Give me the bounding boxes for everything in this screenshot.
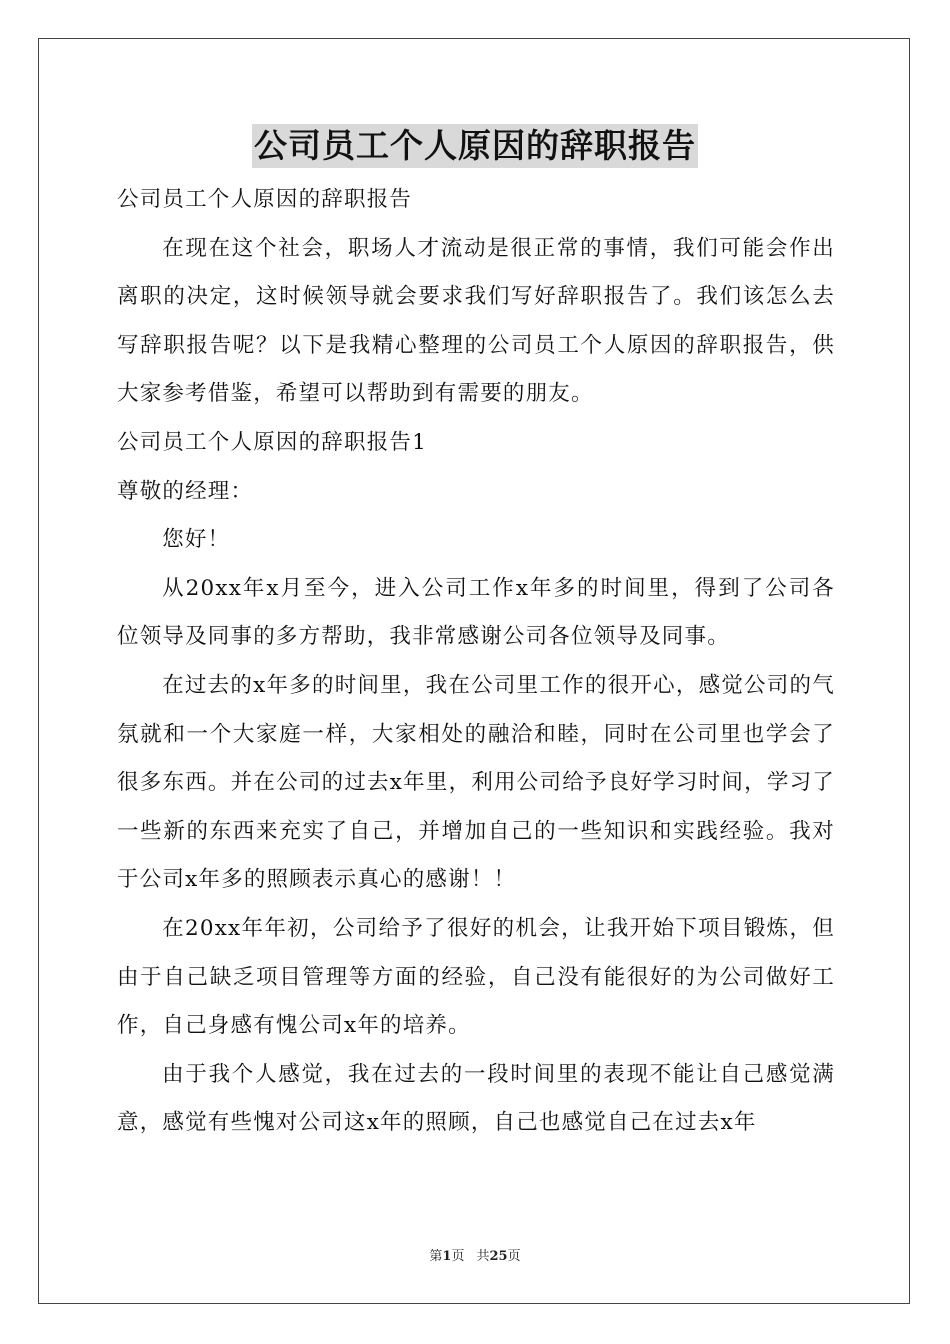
paragraph: 在现在这个社会，职场人才流动是很正常的事情，我们可能会作出离职的决定，这时候领导就会要求我们写好辞职报告了。我们该怎么去写辞职报告呢？以下是我精心整理的公司员工个人原因的辞职报告，供大家参考借鉴，希望可以帮助到有需要的朋友。 [117,235,835,407]
paragraph: 在过去的x年多的时间里，我在公司里工作的很开心，感觉公司的气氛就和一个大家庭一样，大家相处的融洽和睦，同时在公司里也学会了很多东西。并在公司的过去x年里，利用公司给予良好学习时间，学习了一些新的东西来充实了自己，并增加自己的一些知识和实践经验。我对于公司x年多的照顾表示真心的感谢！！ [117,672,835,893]
paragraph: 在20xx年年初，公司给予了很好的机会，让我开始下项目锻炼，但由于自己缺乏项目管理等方面的经验，自己没有能很好的为公司做好工作，自己身感有愧公司x年的培养。 [117,915,835,1039]
paragraph: 尊敬的经理： [117,478,254,504]
page-prefix: 第 [429,1249,443,1264]
document-body [117,176,835,1148]
page-footer [0,1248,950,1266]
title-container [0,124,950,168]
paragraph: 公司员工个人原因的辞职报告 [117,187,413,212]
paragraph: 公司员工个人原因的辞职报告1 [117,429,427,455]
page-unit: 页 [451,1249,465,1264]
total-unit: 页 [507,1249,521,1264]
document-title: 公司员工个人原因的辞职报告 [252,124,698,168]
page-total: 25 [489,1249,508,1264]
paragraph: 从20xx年x月至今，进入公司工作x年多的时间里，得到了公司各位领导及同事的多方帮助，我非常感谢公司各位领导及同事。 [117,575,835,650]
paragraph: 您好！ [162,527,231,553]
paragraph: 由于我个人感觉，我在过去的一段时间里的表现不能让自己感觉满意，感觉有些愧对公司这x年的照顾，自己也感觉自己在过去x年 [117,1061,835,1136]
total-prefix: 共 [476,1249,490,1264]
page-current: 1 [442,1249,452,1264]
